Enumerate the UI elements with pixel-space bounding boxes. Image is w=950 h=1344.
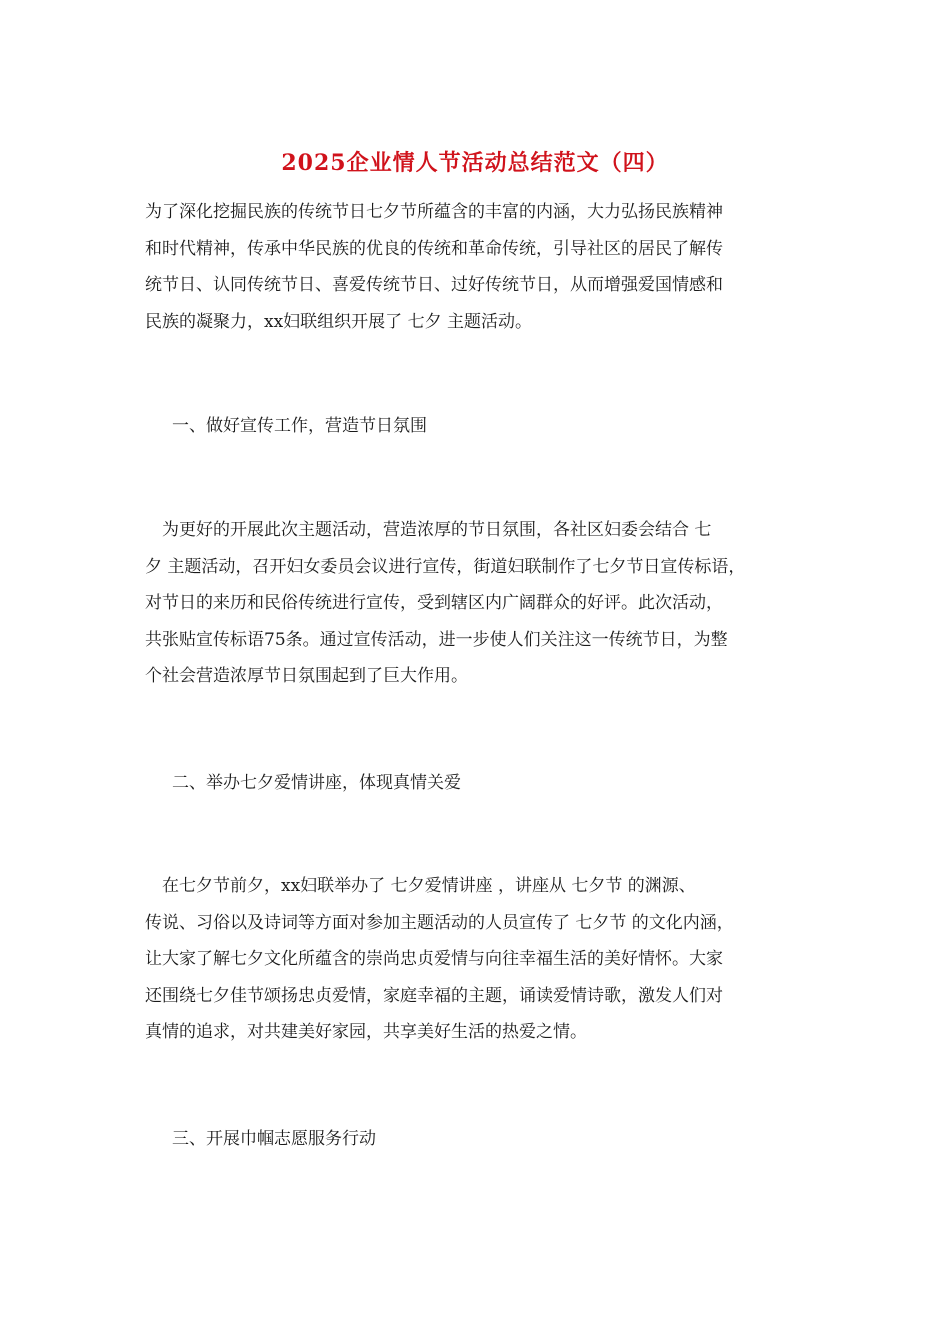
section1-line: 对节日的来历和民俗传统进行宣传，受到辖区内广阔群众的好评。此次活动， — [145, 593, 723, 613]
section2-line: 还围绕七夕佳节颂扬忠贞爱情，家庭幸福的主题，诵读爱情诗歌，激发人们对 — [145, 985, 723, 1006]
section1-line: 共张贴宣传标语75条。通过宣传活动，进一步使人们关注这一传统节日，为整 — [145, 629, 728, 650]
intro-line: 和时代精神，传承中华民族的优良的传统和革命传统，引导社区的居民了解传 — [145, 238, 723, 259]
section1-line: 个社会营造浓厚节日氛围起到了巨大作用。 — [145, 666, 468, 686]
section2-line: 在七夕节前夕，xx妇联举办了 七夕爱情讲座 ，讲座从 七夕节 的渊源、 — [145, 876, 696, 896]
section1-heading: 一、做好宣传工作，营造节日氛围 — [172, 416, 427, 436]
section2-line: 让大家了解七夕文化所蕴含的崇尚忠贞爱情与向往幸福生活的美好情怀。大家 — [145, 949, 723, 969]
intro-line: 为了深化挖掘民族的传统节日七夕节所蕴含的丰富的内涵，大力弘扬民族精神 — [145, 202, 723, 222]
section2-paragraph — [145, 868, 815, 1051]
section3-heading: 三、开展巾帼志愿服务行动 — [172, 1129, 376, 1149]
section2-line: 传说、习俗以及诗词等方面对参加主题活动的人员宣传了 七夕节 的文化内涵， — [145, 912, 734, 933]
section1-line: 为更好的开展此次主题活动，营造浓厚的节日氛围，各社区妇委会结合 七 — [145, 520, 712, 540]
document-title: 2025企业情人节活动总结范文（四） — [281, 150, 669, 176]
section1-paragraph — [145, 512, 815, 695]
intro-line: 民族的凝聚力，xx妇联组织开展了 七夕 主题活动。 — [145, 311, 532, 332]
section1-line: 夕 主题活动，召开妇女委员会议进行宣传，街道妇联制作了七夕节日宣传标语， — [145, 556, 746, 577]
section2-heading: 二、举办七夕爱情讲座，体现真情关爱 — [172, 773, 461, 793]
section2-line: 真情的追求，对共建美好家园，共享美好生活的热爱之情。 — [145, 1022, 587, 1042]
intro-line: 统节日、认同传统节日、喜爱传统节日、过好传统节日，从而增强爱国情感和 — [145, 275, 723, 295]
intro-paragraph — [145, 194, 815, 340]
